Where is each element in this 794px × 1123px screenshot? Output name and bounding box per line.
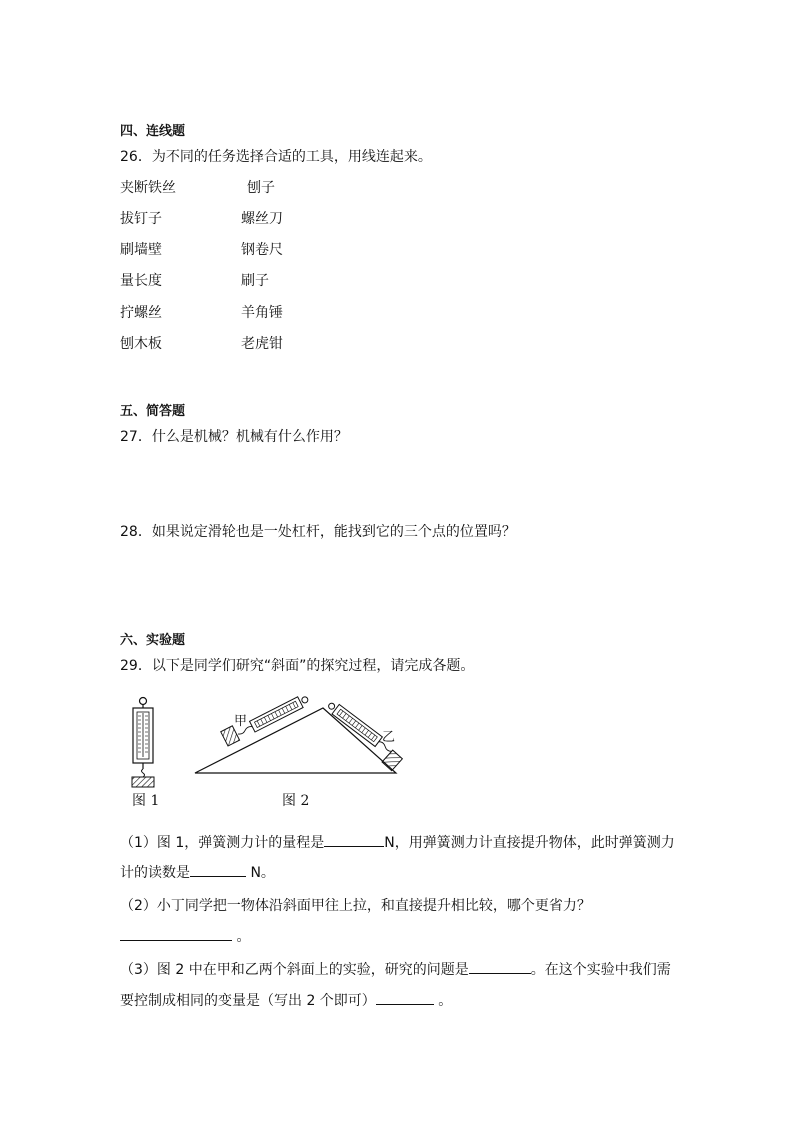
tool-item: 钢卷尺 <box>241 242 283 258</box>
tool-item: 刷子 <box>241 273 269 289</box>
section-heading-experiment: 六、实验题 <box>120 633 186 648</box>
answer-blank[interactable] <box>324 832 384 847</box>
subquestion-1-line-2: 计的读数是 N。 <box>120 862 275 882</box>
question-29: 29．以下是同学们研究“斜面”的探究过程，请完成各题。 <box>120 658 475 674</box>
task-item: 夹断铁丝 <box>120 180 176 196</box>
figure-1-label: 图 1 <box>132 793 160 809</box>
tool-item: 螺丝刀 <box>241 211 283 227</box>
spring-scale-icon <box>132 698 154 788</box>
figure-2-label: 图 2 <box>282 793 310 809</box>
label-jia: 甲 <box>234 714 248 729</box>
answer-blank[interactable] <box>120 926 232 941</box>
inclined-plane-icon <box>195 695 402 773</box>
tool-item: 老虎钳 <box>241 336 283 352</box>
subquestion-2-line-2: 。 <box>120 926 250 946</box>
subquestion-2-line-1: （2）小丁同学把一物体沿斜面甲往上拉，和直接提升相比较，哪个更省力？ <box>120 898 591 914</box>
question-26: 26．为不同的任务选择合适的工具，用线连起来。 <box>120 149 432 165</box>
subquestion-1-line-1: （1）图 1，弹簧测力计的量程是 N，用弹簧测力计直接提升物体，此时弹簧测力 <box>120 832 675 852</box>
answer-blank[interactable] <box>376 990 434 1005</box>
tool-item: 羊角锤 <box>241 305 283 321</box>
section-heading-short-answer: 五、简答题 <box>120 404 186 419</box>
task-item: 刨木板 <box>120 336 162 352</box>
question-28: 28．如果说定滑轮也是一处杠杆，能找到它的三个点的位置吗？ <box>120 524 516 540</box>
subquestion-3-line-1: （3）图 2 中在甲和乙两个斜面上的实验，研究的问题是 。在这个实验中我们需 <box>120 959 671 979</box>
task-item: 刷墙壁 <box>120 242 162 258</box>
answer-blank[interactable] <box>469 959 531 974</box>
task-item: 量长度 <box>120 273 162 289</box>
section-heading-matching: 四、连线题 <box>120 124 186 139</box>
task-item: 拧螺丝 <box>120 305 162 321</box>
label-yi: 乙 <box>382 730 396 745</box>
task-item: 拔钉子 <box>120 211 162 227</box>
experiment-figures <box>120 695 420 820</box>
question-27: 27．什么是机械？机械有什么作用？ <box>120 429 348 445</box>
tool-item: 刨子 <box>247 180 275 196</box>
subquestion-3-line-2: 要控制成相同的变量是（写出 2 个即可） 。 <box>120 990 452 1010</box>
answer-blank[interactable] <box>190 862 246 877</box>
